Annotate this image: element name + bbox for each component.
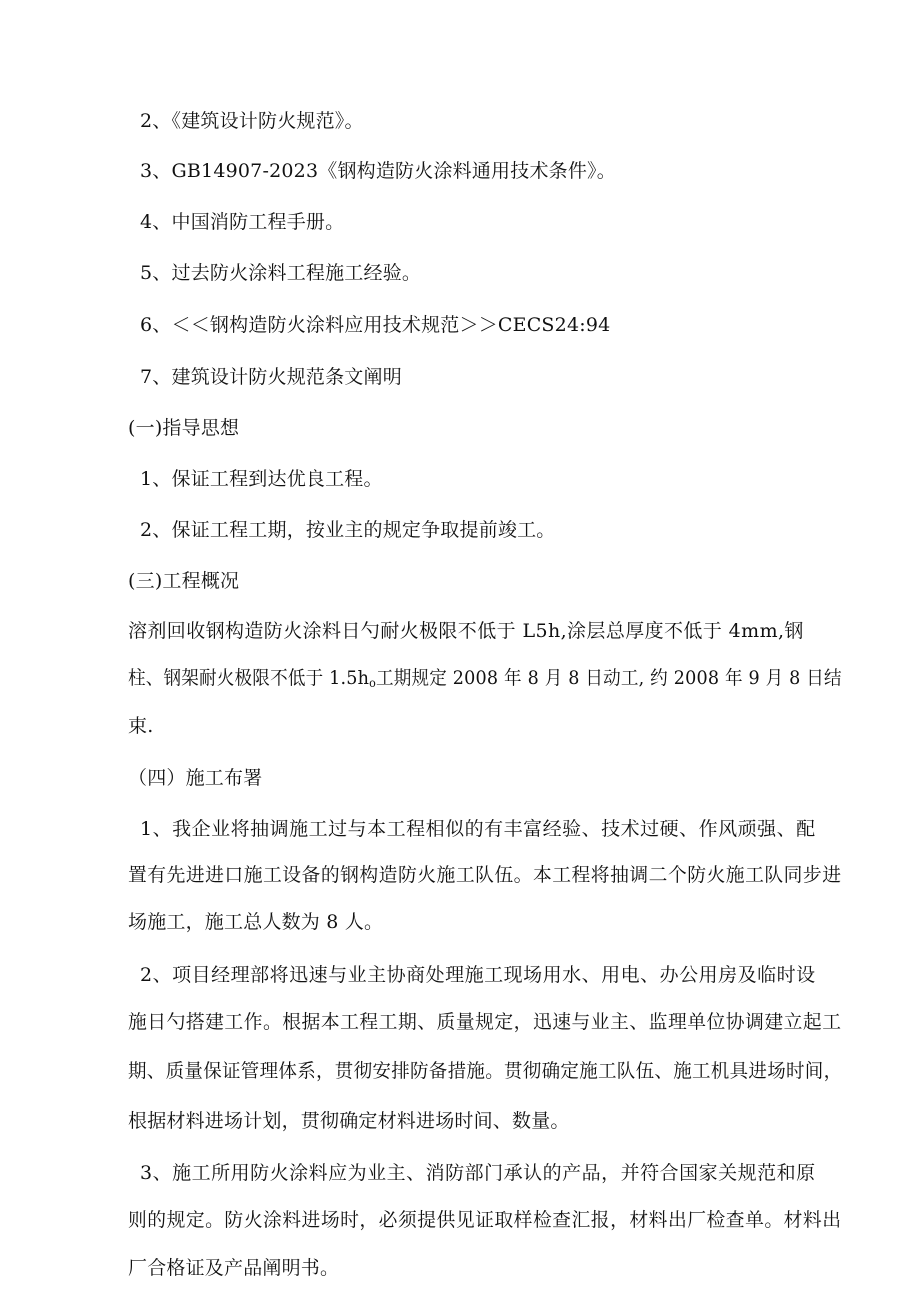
deployment-p3-line-1: 3、施工所用防火涂料应为业主、消防部门承认的产品，并符合国家关规范和原 (140, 1162, 816, 1184)
deployment-p2-line-4: 根据材料进场计划，贯彻确定材料进场时间、数量。 (128, 1110, 570, 1132)
guiding-item-1: 1、保证工程到达优良工程。 (140, 468, 383, 490)
reference-item-4: 4、中国消防工程手册。 (140, 211, 345, 233)
deployment-p2-line-1: 2、项目经理部将迅速与业主协商处理施工现场用水、用电、办公用房及临时设 (140, 964, 816, 986)
overview-line-3: 束. (128, 715, 154, 737)
deployment-p2-line-2: 施日勺搭建工作。根据本工程工期、质量规定，迅速与业主、监理单位协调建立起工 (128, 1011, 842, 1033)
deployment-p1-line-3: 场施工，施工总人数为 8 人。 (128, 911, 384, 933)
deployment-p1-line-2: 置有先进进口施工设备的钢构造防火施工队伍。本工程将抽调二个防火施工队同步进 (128, 864, 842, 886)
reference-item-3: 3、GB14907-2023《钢构造防火涂料通用技术条件》。 (140, 160, 616, 182)
overview-line-2 (128, 666, 842, 690)
deployment-p2-line-3: 期、质量保证管理体系，贯彻安排防备措施。贯彻确定施工队伍、施工机具进场时间， (128, 1060, 843, 1082)
deployment-p3-line-3: 厂合格证及产品阐明书。 (128, 1257, 340, 1279)
overview-line-1: 溶剂回收钢构造防火涂料日勺耐火极限不低于 L5h,涂层总厚度不低于 4mm,钢 (128, 620, 804, 642)
overview-line-2-sub: o (369, 676, 377, 690)
section-heading-deployment: （四）施工布署 (128, 767, 263, 789)
reference-item-6: 6、＜＜钢构造防火涂料应用技术规范＞＞CECS24:94 (140, 314, 611, 336)
deployment-p1-line-1: 1、我企业将抽调施工过与本工程相似的有丰富经验、技术过硬、作风顽强、配 (140, 818, 816, 840)
deployment-p3-line-2: 则的规定。防火涂料进场时，必须提供见证取样检查汇报，材料出厂检查单。材料出 (128, 1209, 842, 1231)
reference-item-5: 5、过去防火涂料工程施工经验。 (140, 262, 422, 284)
reference-item-2: 2、《建筑设计防火规范》。 (140, 110, 364, 132)
reference-item-7: 7、建筑设计防火规范条文阐明 (140, 366, 402, 388)
guiding-item-2: 2、保证工程工期，按业主的规定争取提前竣工。 (140, 519, 556, 541)
overview-line-2-a: 柱、钢架耐火极限不低于 1.5h (128, 667, 370, 689)
section-heading-project-overview: (三)工程概况 (128, 570, 240, 592)
overview-line-2-b: 工期规定 2008 年 8 月 8 日动工, 约 2008 年 9 月 8 日结 (376, 667, 842, 689)
section-heading-guiding-thought: (一)指导思想 (128, 417, 240, 439)
